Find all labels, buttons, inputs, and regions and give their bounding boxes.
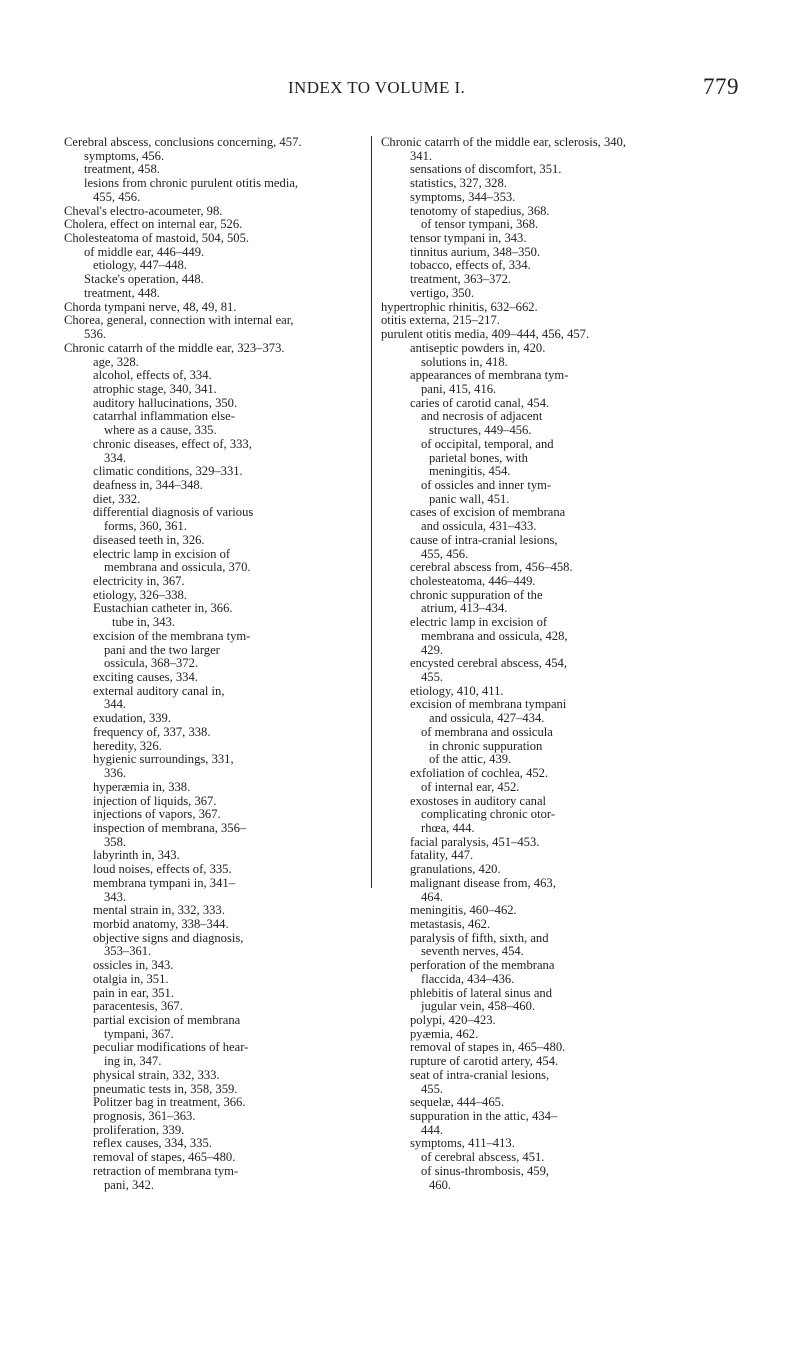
index-entry-line: etiology, 447–448. (93, 258, 187, 273)
index-entry-line: tube in, 343. (112, 615, 175, 630)
index-entry-line: age, 328. (93, 354, 139, 369)
index-entry-line: electric lamp in excision of (410, 615, 548, 630)
index-entry-line: 344. (104, 697, 127, 712)
index-entry-line: 336. (104, 766, 127, 781)
index-entry-line: 464. (421, 889, 444, 904)
index-entry-line: treatment, 363–372. (410, 272, 512, 287)
index-entry-line: otitis externa, 215–217. (381, 313, 500, 328)
index-entry-line: statistics, 327, 328. (410, 176, 507, 191)
index-entry-line: treatment, 458. (84, 162, 160, 177)
index-entry-line: exudation, 339. (93, 711, 171, 726)
index-entry-line: phlebitis of lateral sinus and (410, 985, 552, 1000)
index-entry-line: exfoliation of cochlea, 452. (410, 766, 549, 781)
page-number: 779 (703, 74, 739, 99)
index-entry-line: tinnitus aurium, 348–350. (410, 244, 541, 259)
index-entry-line: hyperæmia in, 338. (93, 779, 191, 794)
index-entry-line: diseased teeth in, 326. (93, 532, 205, 547)
index-entry-line: sequelæ, 444–465. (410, 1095, 505, 1110)
index-entry-line: membrana and ossicula, 428, (421, 628, 568, 643)
index-entry-line: tenotomy of stapedius, 368. (410, 203, 550, 218)
index-entry-line: electricity in, 367. (93, 574, 185, 588)
index-entry-line: hygienic surroundings, 331, (93, 752, 234, 767)
index-entry-line: 455. (421, 670, 444, 685)
index-entry-line: hypertrophic rhinitis, 632–662. (381, 299, 538, 314)
index-entry-line: and necrosis of adjacent (421, 409, 543, 424)
index-entry-line: removal of stapes, 465–480. (93, 1150, 236, 1165)
index-entry-line: vertigo, 350. (410, 285, 475, 300)
index-entry-line: ossicles in, 343. (93, 958, 174, 973)
index-entry-line: alcohol, effects of, 334. (93, 368, 212, 383)
index-entry-line: 334. (104, 450, 127, 465)
index-entry-line: pani and the two larger (104, 642, 220, 657)
index-entry-line: excision of membrana tympani (410, 697, 567, 712)
index-column-right (381, 136, 699, 1192)
index-entry-line: pneumatic tests in, 358, 359. (93, 1081, 238, 1096)
index-entry-line: lesions from chronic purulent otitis media, (84, 176, 299, 191)
index-entry-line: Stacke's operation, 448. (84, 272, 204, 287)
index-entry-line: of ossicles and inner tym- (421, 477, 552, 492)
index-entry-line: Cholesteatoma of mastoid, 504, 505. (64, 231, 250, 246)
index-entry-line: where as a cause, 335. (104, 423, 217, 438)
index-entry-line: complicating chronic otor- (421, 807, 556, 822)
index-entry-line: malignant disease from, 463, (410, 875, 556, 890)
index-entry-line: and ossicula, 427–434. (429, 711, 545, 726)
index-entry-line: deafness in, 344–348. (93, 477, 203, 492)
index-entry-line: of tensor tympani, 368. (421, 217, 539, 232)
index-entry-line: exciting causes, 334. (93, 670, 198, 685)
index-entry-line: Cerebral abscess, conclusions concerning, 457. (64, 135, 302, 149)
index-entry-line: pani, 415, 416. (421, 381, 497, 396)
index-entry-line: exostoses in auditory canal (410, 793, 547, 808)
index-entry-line: auditory hallucinations, 350. (93, 395, 238, 410)
index-entry-line: Cheval's electro-acoumeter, 98. (64, 203, 223, 218)
index-entry-line: 343. (104, 889, 127, 904)
index-entry-line: facial paralysis, 451–453. (410, 834, 540, 849)
index-entry-line: treatment, 448. (84, 285, 160, 300)
index-entry-line: membrana and ossicula, 370. (104, 560, 251, 575)
index-entry-line: 341. (410, 148, 433, 163)
index-entry-line: cause of intra-cranial lesions, (410, 532, 558, 547)
index-entry-line: caries of carotid canal, 454. (410, 395, 550, 410)
index-entry-line: purulent otitis media, 409–444, 456, 457. (381, 327, 590, 342)
index-entry-line: polypi, 420–423. (410, 1013, 496, 1027)
index-entry-line: encysted cerebral abscess, 454, (410, 656, 568, 671)
index-entry-line: fatality, 447. (410, 848, 474, 863)
index-entry-line: 429. (421, 642, 444, 657)
index-entry-line: 358. (104, 834, 127, 849)
index-entry-line: excision of the membrana tym- (93, 628, 251, 643)
column-divider (371, 136, 372, 888)
index-entry-line: 455, 456. (421, 546, 469, 561)
index-entry-line: metastasis, 462. (410, 916, 491, 931)
index-entry-line: parietal bones, with (429, 450, 528, 465)
index-entry-line: 455. (421, 1081, 444, 1096)
index-entry-line: injection of liquids, 367. (93, 793, 217, 808)
index-entry-line: Chronic catarrh of the middle ear, sclerosis, 340, (381, 135, 626, 149)
index-entry-line: 444. (421, 1122, 444, 1137)
index-entry-line: Chorda tympani nerve, 48, 49, 81. (64, 299, 237, 314)
index-entry-line: suppuration in the attic, 434– (410, 1109, 558, 1124)
index-entry-line: and ossicula, 431–433. (421, 519, 537, 534)
index-entry-line: morbid anatomy, 338–344. (93, 916, 229, 931)
index-entry-line: ing in, 347. (104, 1054, 162, 1069)
index-entry-line: flaccida, 434–436. (421, 971, 515, 986)
index-entry-line: injections of vapors, 367. (93, 807, 221, 822)
index-entry-line: mental strain in, 332, 333. (93, 903, 225, 918)
index-entry-line: antiseptic powders in, 420. (410, 340, 546, 355)
index-entry-line: meningitis, 454. (429, 464, 511, 479)
index-entry-line: symptoms, 411–413. (410, 1136, 515, 1151)
index-entry-line: granulations, 420. (410, 862, 501, 877)
index-entry-line: cerebral abscess from, 456–458. (410, 560, 573, 575)
index-entry-line: solutions in, 418. (421, 354, 508, 369)
page-header (0, 74, 801, 108)
index-entry-line: of middle ear, 446–449. (84, 244, 205, 259)
index-entry-line: electric lamp in excision of (93, 546, 231, 561)
index-entry-line: appearances of membrana tym- (410, 368, 569, 383)
index-entry-line: membrana tympani in, 341– (93, 875, 235, 890)
index-entry-line: cholesteatoma, 446–449. (410, 574, 536, 588)
index-entry-line: differential diagnosis of various (93, 505, 254, 520)
index-entry-line: perforation of the membrana (410, 958, 555, 973)
index-entry-line: pyæmia, 462. (410, 1026, 479, 1041)
index-entry-line: otalgia in, 351. (93, 971, 169, 986)
index-entry-line: of internal ear, 452. (421, 779, 520, 794)
index-entry-line: cases of excision of membrana (410, 505, 566, 520)
index-entry-line: Politzer bag in treatment, 366. (93, 1095, 246, 1110)
index-entry-line: of the attic, 439. (429, 752, 512, 767)
index-entry-line: of occipital, temporal, and (421, 436, 554, 451)
index-entry-line: tobacco, effects of, 334. (410, 258, 531, 273)
index-entry-line: atrium, 413–434. (421, 601, 508, 616)
index-entry-line: Chronic catarrh of the middle ear, 323–373. (64, 340, 285, 355)
index-entry-line: climatic conditions, 329–331. (93, 464, 243, 479)
index-entry-line: rupture of carotid artery, 454. (410, 1054, 559, 1069)
index-entry-line: prognosis, 361–363. (93, 1109, 196, 1124)
index-entry-line: etiology, 410, 411. (410, 683, 504, 698)
index-entry-line: structures, 449–456. (429, 423, 532, 438)
index-entry-line: ossicula, 368–372. (104, 656, 199, 671)
index-entry-line: panic wall, 451. (429, 491, 510, 506)
index-entry-line: 455, 456. (93, 189, 141, 204)
index-entry-line: inspection of membrana, 356– (93, 820, 247, 835)
index-entry-line: peculiar modifications of hear- (93, 1040, 249, 1055)
index-entry-line: diet, 332. (93, 491, 141, 506)
index-entry-line: heredity, 326. (93, 738, 162, 753)
index-entry-line: labyrinth in, 343. (93, 848, 180, 863)
index-entry-line: in chronic suppuration (429, 738, 543, 753)
index-column-left (64, 136, 369, 1192)
index-entry-line: pani, 342. (104, 1177, 155, 1192)
index-entry-line: paracentesis, 367. (93, 999, 183, 1014)
index-entry-line: 536. (84, 327, 107, 342)
index-entry-line: sensations of discomfort, 351. (410, 162, 562, 177)
index-entry-line: Chorea, general, connection with internal ear, (64, 313, 294, 328)
index-entry-line: jugular vein, 458–460. (421, 999, 536, 1014)
index-entry-line: of cerebral abscess, 451. (421, 1150, 545, 1165)
index-entry-line: tensor tympani in, 343. (410, 231, 527, 246)
index-entry-line: 460. (429, 1177, 452, 1192)
index-entry-line: symptoms, 344–353. (410, 189, 516, 204)
index-entry-line: seat of intra-cranial lesions, (410, 1067, 550, 1082)
index-entry-line: etiology, 326–338. (93, 587, 187, 602)
index-entry-line: partial excision of membrana (93, 1013, 241, 1027)
index-entry-line: Eustachian catheter in, 366. (93, 601, 233, 616)
index-entry-line: pain in ear, 351. (93, 985, 174, 1000)
index-entry-line: of sinus-thrombosis, 459, (421, 1163, 550, 1178)
index-entry-line: physical strain, 332, 333. (93, 1067, 220, 1082)
index-entry-line: Cholera, effect on internal ear, 526. (64, 217, 243, 232)
index-entry-line: objective signs and diagnosis, (93, 930, 244, 945)
index-entry-line: chronic suppuration of the (410, 587, 543, 602)
index-entry-line: chronic diseases, effect of, 333, (93, 436, 252, 451)
index-entry-line: frequency of, 337, 338. (93, 724, 211, 739)
index-entry-line: meningitis, 460–462. (410, 903, 517, 918)
index-entry-line: reflex causes, 334, 335. (93, 1136, 212, 1151)
index-entry-line: proliferation, 339. (93, 1122, 185, 1137)
index-entry-line: symptoms, 456. (84, 148, 165, 163)
index-entry-line: seventh nerves, 454. (421, 944, 524, 959)
index-entry-line: tympani, 367. (104, 1026, 174, 1041)
index-entry-line: paralysis of fifth, sixth, and (410, 930, 549, 945)
index-entry-line: external auditory canal in, (93, 683, 225, 698)
index-entry-line: removal of stapes in, 465–480. (410, 1040, 566, 1055)
index-entry-line: loud noises, effects of, 335. (93, 862, 232, 877)
index-entry-line: atrophic stage, 340, 341. (93, 381, 217, 396)
index-entry-line: 353–361. (104, 944, 152, 959)
running-title: INDEX TO VOLUME I. (288, 78, 466, 97)
index-entry-line: retraction of membrana tym- (93, 1163, 239, 1178)
index-entry-line: rhœa, 444. (421, 820, 475, 835)
index-entry-line: forms, 360, 361. (104, 519, 187, 534)
index-entry-line: of membrana and ossicula (421, 724, 553, 739)
index-entry-line: catarrhal inflammation else- (93, 409, 235, 424)
